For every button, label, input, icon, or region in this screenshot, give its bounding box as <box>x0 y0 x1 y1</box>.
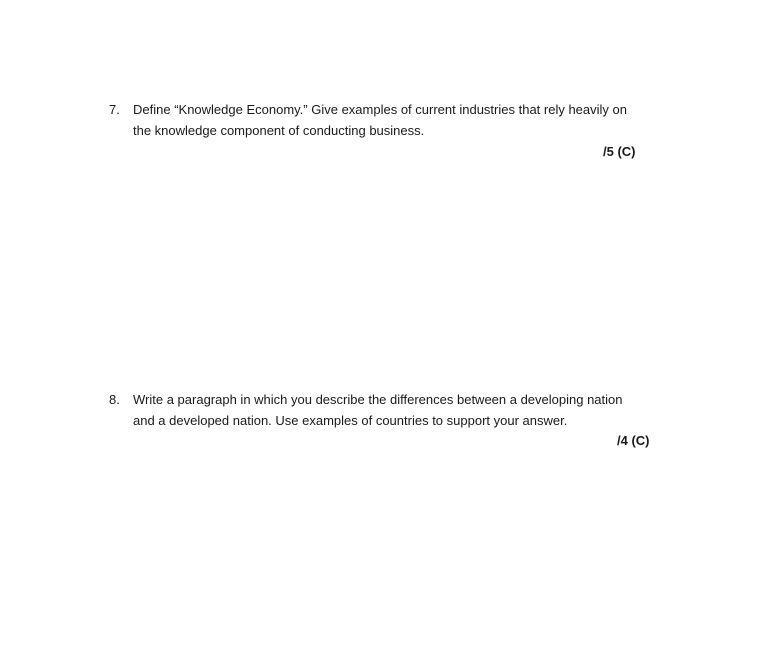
question-number: 7. <box>109 102 120 117</box>
question-number: 8. <box>109 392 120 407</box>
question-marks: /5 (C) <box>603 144 636 159</box>
question-text-line-1: Write a paragraph in which you describe the differences between a developing nation <box>133 392 623 407</box>
question-text-line-1: Define “Knowledge Economy.” Give examples of current industries that rely heavily on <box>133 102 627 117</box>
question-text-line-2: the knowledge component of conducting business. <box>133 123 425 138</box>
question-text-line-2: and a developed nation. Use examples of countries to support your answer. <box>133 413 568 428</box>
question-marks: /4 (C) <box>617 433 650 448</box>
